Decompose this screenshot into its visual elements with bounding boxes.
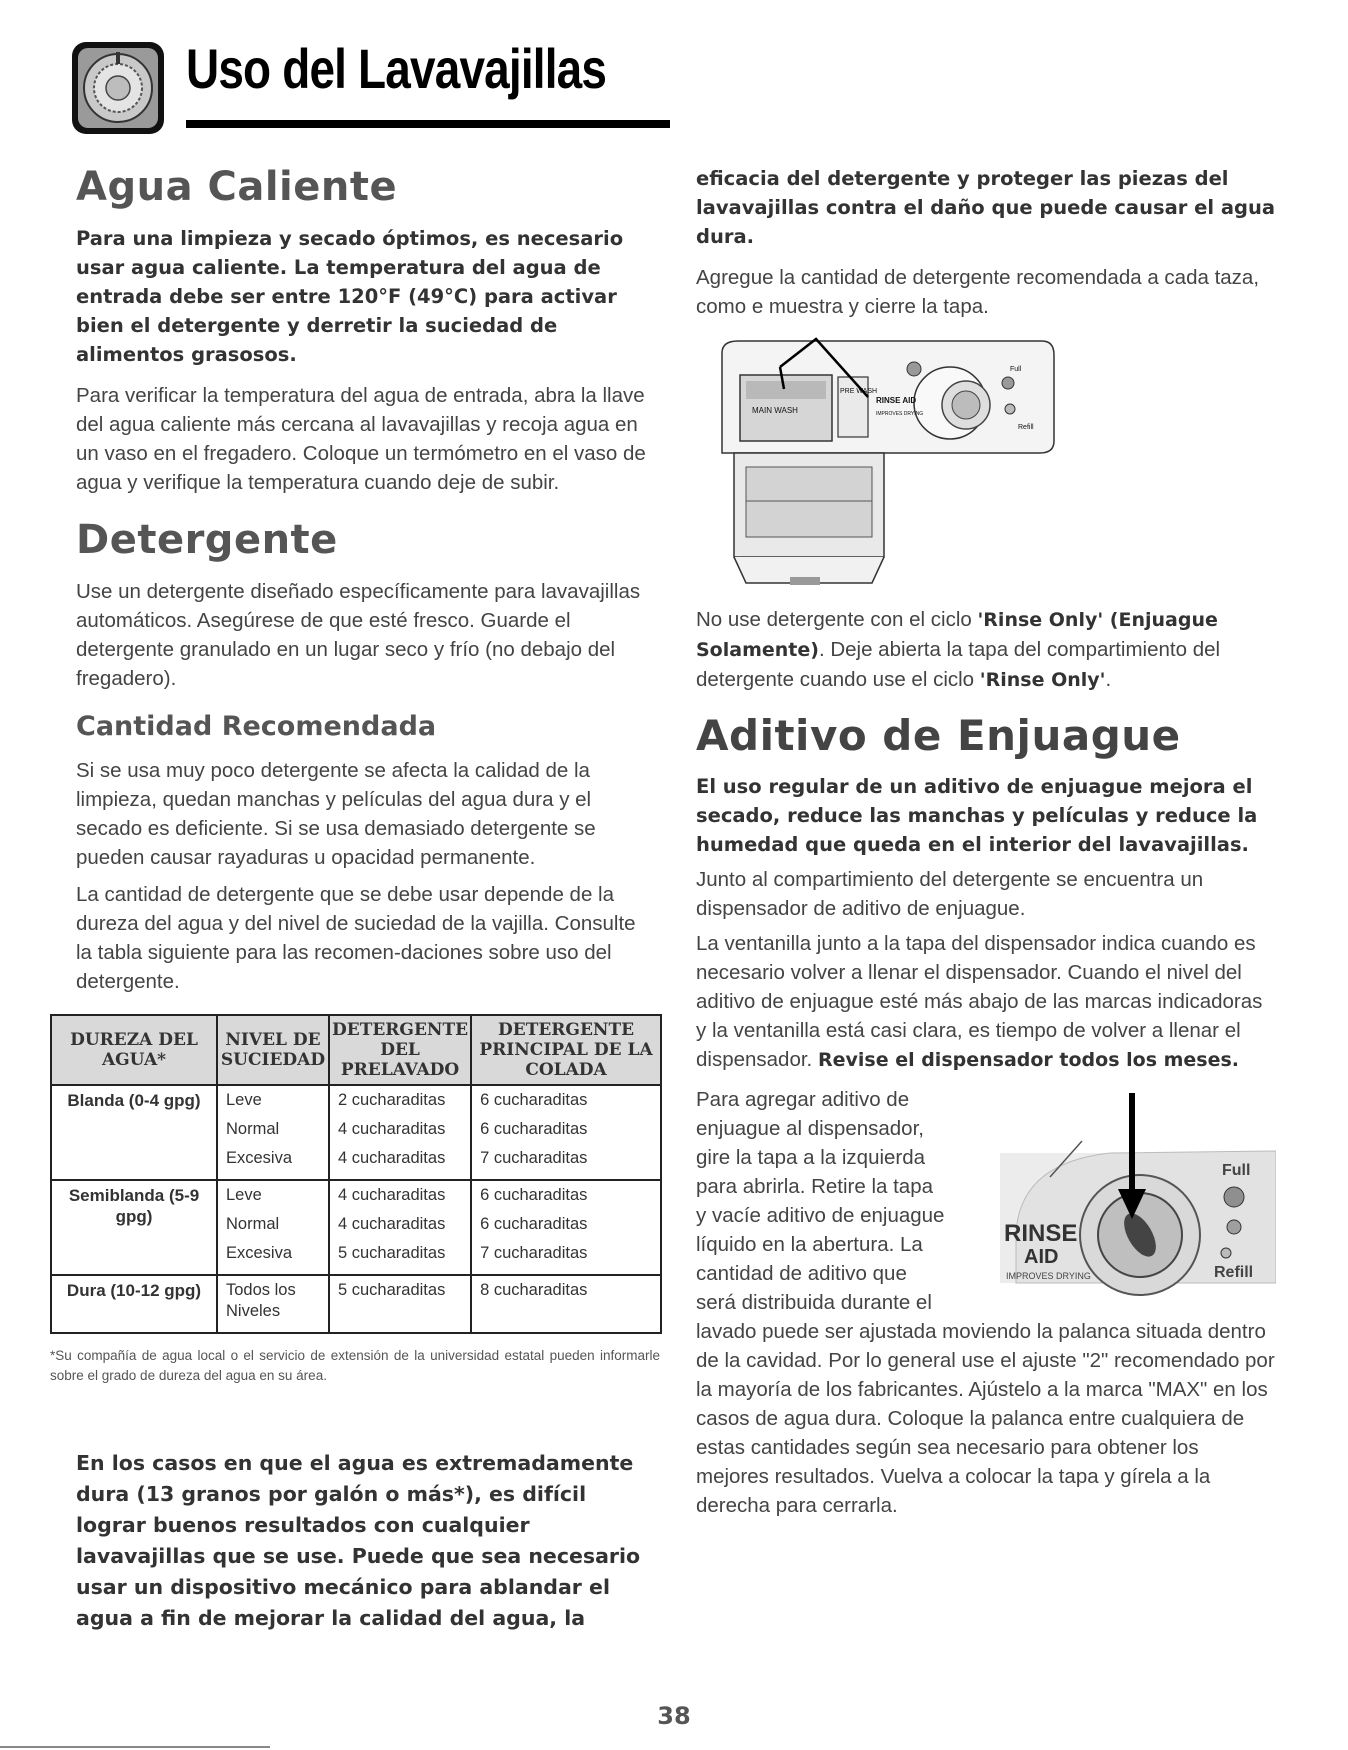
main-wash-label: MAIN WASH <box>752 406 798 415</box>
hardness-label: Dura (10-12 gpg) <box>66 1281 202 1300</box>
full-label: Full <box>1010 366 1022 373</box>
table-cell: Normal <box>217 1115 329 1144</box>
table-cell: 4 cucharaditas <box>329 1115 471 1144</box>
pre-wash-label: PRE WASH <box>840 388 878 395</box>
table-row <box>51 1085 661 1115</box>
table-header: DETERGENTE PRINCIPAL DE LA COLADA <box>471 1015 661 1085</box>
table-cell: Leve <box>217 1085 329 1115</box>
table-cell: Normal <box>217 1210 329 1239</box>
table-header-row <box>51 1015 661 1085</box>
cantidad-p1: Si se usa muy poco detergente se afecta la calidad de la limpieza, quedan manchas y películas del agua dura y el secado es deficiente. Si se usa demasiado detergente se pueden causar rayaduras u opacidad permanente. <box>76 759 596 869</box>
table-cell: 7 cucharaditas <box>471 1239 661 1275</box>
text-line: gire la tapa a la izquierda <box>696 1146 926 1169</box>
hardness-label: Blanda (0-4 gpg) <box>67 1091 201 1110</box>
table-cell: 6 cucharaditas <box>471 1115 661 1144</box>
table-cell: Excesiva <box>217 1239 329 1275</box>
detergente-body: Use un detergente diseñado específicamente para lavavajillas automáticos. Asegúrese de que esté fresco. Guarde el detergente granulado en un lugar seco y frío (no debajo del fregadero). <box>76 580 641 690</box>
detergent-table <box>50 1014 662 1334</box>
table-header: DETERGENTE DEL PRELAVADO <box>329 1015 471 1085</box>
rinse-only-text: . Deje abierta la tapa del compartimiento del detergente cuando use el ciclo <box>696 638 1221 691</box>
rinse-only-bold: 'Rinse Only' (Enjuague Solamente) <box>696 609 1218 661</box>
hard-water-lead: En los casos en que el agua es extremadamente dura (13 granos por galón o más*), es difícil lograr buenos resultados con cualquier lavavajillas que se use. Puede que sea necesario usar un dispositivo mecánico para ablandar el agua a fin de mejorar la calidad del agua, la <box>76 1451 641 1630</box>
table-cell: 8 cucharaditas <box>471 1275 661 1333</box>
table-footnote: *Su compañía de agua local o el servicio de extensión de la universidad estatal pueden informarle sobre el grado de dureza del agua en su área. <box>50 1348 660 1383</box>
table-cell: 4 cucharaditas <box>329 1180 471 1210</box>
table-cell: 5 cucharaditas <box>329 1275 471 1333</box>
refill-label: Refill <box>1018 424 1034 431</box>
cantidad-p2: La cantidad de detergente que se debe usar depende de la dureza del agua y del nivel de suciedad de la vajilla. Consulte la tabla siguiente para las recomen-daciones sobre uso del detergente. <box>76 883 636 993</box>
improves-drying-label: IMPROVES DRYING <box>876 411 924 417</box>
text-line: será distribuida durante el <box>696 1291 932 1314</box>
aditivo-lead: El uso regular de un aditivo de enjuague mejora el secado, reduce las manchas y películas y reduce la humedad que queda en el interior del lavavajillas. <box>696 775 1258 856</box>
text-line: líquido en la abertura. La <box>696 1233 923 1256</box>
rinse-only-text: No use detergente con el ciclo <box>696 608 978 631</box>
aditivo-p1: Junto al compartimiento del detergente se encuentra un dispensador de aditivo de enjuague. <box>696 868 1204 920</box>
title-underline <box>186 120 670 128</box>
aditivo-p2-text: La ventanilla junto a la tapa del dispensador indica cuando es necesario volver a llenar el dispensador. Cuando el nivel del aditivo de enjuague esté más abajo de las marcas indicadoras y la ventanilla está casi clara, es tiempo de volver a llenar el dispensador. <box>696 932 1263 1071</box>
text-line: y vacíe aditivo de enjuague <box>696 1204 945 1227</box>
right-column <box>696 164 1276 1520</box>
hardness-cell <box>51 1085 217 1180</box>
hardness-cell <box>51 1180 217 1275</box>
table-row <box>51 1180 661 1210</box>
rinse-aid-label: RINSE AID <box>876 396 917 405</box>
aid-label: AID <box>1024 1246 1059 1268</box>
table-cell: 6 cucharaditas <box>471 1180 661 1210</box>
table-header: NIVEL DE SUCIEDAD <box>217 1015 329 1085</box>
rinse-label: RINSE <box>1004 1220 1078 1247</box>
improves-drying-label: IMPROVES DRYING <box>1006 1271 1091 1281</box>
heading-detergente: Detergente <box>76 517 338 563</box>
rinse-aid-instructions <box>696 1085 1276 1520</box>
aditivo-p2-bold: Revise el dispensador todos los meses. <box>817 1049 1240 1071</box>
heading-cantidad-recomendada: Cantidad Recomendada <box>76 711 437 742</box>
page-title: Uso del Lavavajillas <box>186 37 607 100</box>
agua-caliente-body: Para verificar la temperatura del agua de entrada, abra la llave del agua caliente más cercana al lavavajillas y recoja agua en un vaso en el fregadero. Coloque un termómetro en el vaso de agua y verifique la temperatura cuando deje de subir. <box>76 384 646 494</box>
table-cell: 6 cucharaditas <box>471 1085 661 1115</box>
footer-rule <box>0 1746 270 1748</box>
table-row <box>51 1275 661 1333</box>
text-line: enjuague al dispensador, <box>696 1117 924 1140</box>
rinse-only-text: . <box>1105 668 1112 691</box>
full-label: Full <box>1222 1162 1251 1179</box>
text-line: cantidad de aditivo que <box>696 1262 907 1285</box>
rinse-aid-dispenser-illustration <box>990 1093 1276 1303</box>
text-line: para abrirla. Retire la tapa <box>696 1175 934 1198</box>
detergent-dispenser-illustration <box>718 333 1058 591</box>
refill-label: Refill <box>1214 1264 1254 1281</box>
text-line: Para agregar aditivo de <box>696 1088 910 1111</box>
heading-aditivo-enjuague: Aditivo de Enjuague <box>696 711 1181 760</box>
table-cell: Excesiva <box>217 1144 329 1180</box>
table-cell: 4 cucharaditas <box>329 1210 471 1239</box>
table-cell: Leve <box>217 1180 329 1210</box>
table-header: DUREZA DEL AGUA* <box>51 1015 217 1085</box>
hard-water-lead-continued: eficacia del detergente y proteger las piezas del lavavajillas contra el daño que puede causar el agua dura. <box>696 167 1276 248</box>
left-column <box>50 164 660 1634</box>
add-detergent-body: Agregue la cantidad de detergente recomendada a cada taza, como e muestra y cierre la tapa. <box>696 266 1260 318</box>
table-cell: Todos los Niveles <box>217 1275 329 1333</box>
agua-caliente-lead: Para una limpieza y secado óptimos, es necesario usar agua caliente. La temperatura del agua de entrada debe ser entre 120°F (49°C) para activar bien el detergente y derretir la suciedad de alimentos grasosos. <box>76 227 624 366</box>
dishwasher-dial-icon <box>72 42 164 134</box>
table-cell: 2 cucharaditas <box>329 1085 471 1115</box>
rinse-only-bold: 'Rinse Only' <box>979 669 1106 691</box>
hardness-cell <box>51 1275 217 1333</box>
table-cell: 5 cucharaditas <box>329 1239 471 1275</box>
hardness-label: Semiblanda (5-9 gpg) <box>68 1186 200 1226</box>
aditivo-p2 <box>696 929 1276 1075</box>
table-cell: 6 cucharaditas <box>471 1210 661 1239</box>
table-cell: 4 cucharaditas <box>329 1144 471 1180</box>
aditivo-p3-rest: lavado puede ser ajustada moviendo la palanca situada dentro de la cavidad. Por lo general use el ajuste "2" recomendado por la mayoría de los fabricantes. Ajústelo a la marca "MAX" en los casos de agua dura. Coloque la palanca entre cualquiera de estas cantidades según sea necesario para obtener los mejores resultados. Vuelva a colocar la tapa y gírela a la derecha para cerrarla. <box>696 1320 1275 1517</box>
heading-agua-caliente: Agua Caliente <box>76 164 398 210</box>
rinse-only-paragraph <box>696 605 1276 695</box>
page-number: 38 <box>657 1702 691 1730</box>
table-cell: 7 cucharaditas <box>471 1144 661 1180</box>
